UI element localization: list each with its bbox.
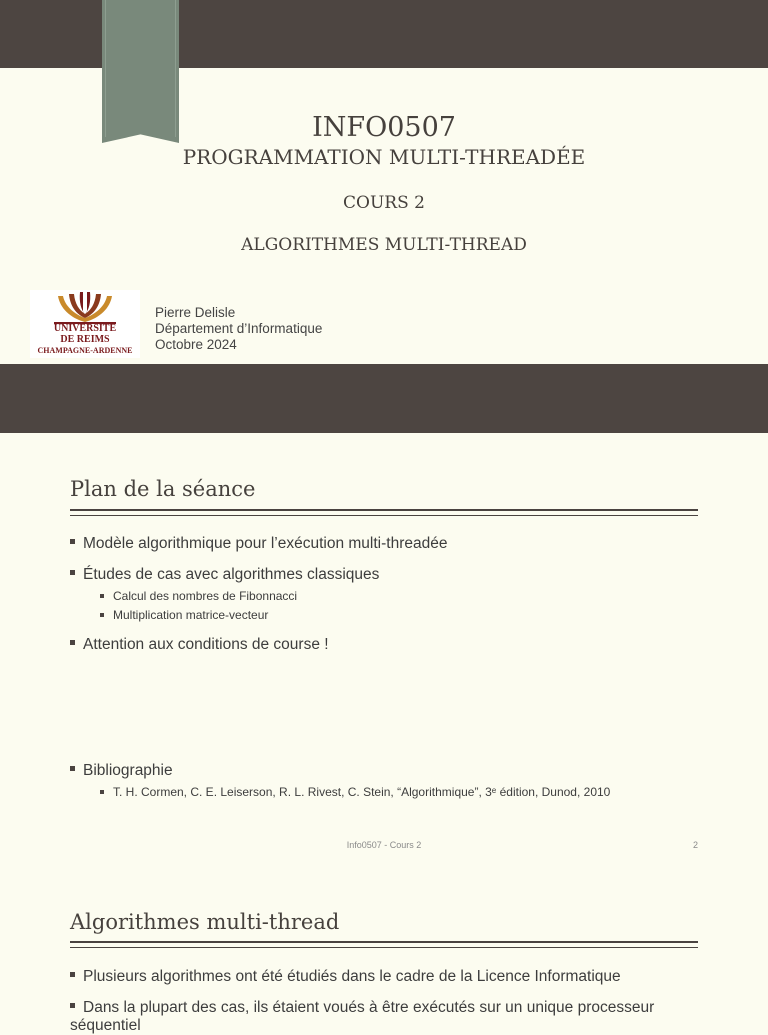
title-rule [70,509,698,511]
list-item: Modèle algorithmique pour l’exécution multi-threadée [70,535,447,553]
bullet-square-icon [70,1003,75,1008]
sub-list-item: Multiplication matrice-vecteur [100,608,268,622]
list-item: Plusieurs algorithmes ont été étudiés dans le cadre de la Licence Informatique [70,968,621,986]
course-name: PROGRAMMATION MULTI-THREADÉE [182,145,586,169]
author-block [155,305,322,353]
list-item: Bibliographie [70,762,173,780]
logo-line-2: DE REIMS [60,334,110,345]
author-department: Département d’Informatique [155,321,323,336]
slide-footer: Info0507 - Cours 2 [346,840,422,850]
bullet-square-icon [70,972,75,977]
bullet-square-icon [70,640,75,645]
author-name: Pierre Delisle [155,305,236,320]
sub-list-item: Calcul des nombres de Fibonnacci [100,589,297,603]
title-bottom-band [0,364,768,433]
list-item: Dans la plupart des cas, ils étaient voués à être exécutés sur un unique processeur séquentiel [70,999,655,1034]
slide-title-algorithms: Algorithmes multi-thread [70,910,340,934]
lecture-number: COURS 2 [343,193,425,213]
university-logo [30,290,140,358]
logo-line-1: UNIVERSITÉ [53,323,117,334]
page-number: 2 [692,840,698,850]
bullet-square-icon [70,766,75,771]
bullet-square-icon [100,594,104,598]
bullet-square-icon [70,539,75,544]
logo-line-3: CHAMPAGNE-ARDENNE [37,346,133,355]
lecture-date: Octobre 2024 [155,337,237,352]
title-rule-thin [70,947,698,948]
bullet-square-icon [70,570,75,575]
bibliography-item: T. H. Cormen, C. E. Leiserson, R. L. Rivest, C. Stein, “Algorithmique”, 3ᵉ édition, Dunod, 2010 [100,785,610,799]
bullet-square-icon [100,790,104,794]
slide-title-plan: Plan de la séance [70,477,256,501]
title-rule-thin [70,515,698,516]
list-item: Études de cas avec algorithmes classiques [70,566,379,584]
bullet-square-icon [100,613,104,617]
list-item: Attention aux conditions de course ! [70,636,329,654]
university-emblem-icon [30,290,140,326]
title-rule [70,941,698,943]
lecture-topic: ALGORITHMES MULTI-THREAD [241,235,527,255]
course-code: INFO0507 [312,112,456,143]
